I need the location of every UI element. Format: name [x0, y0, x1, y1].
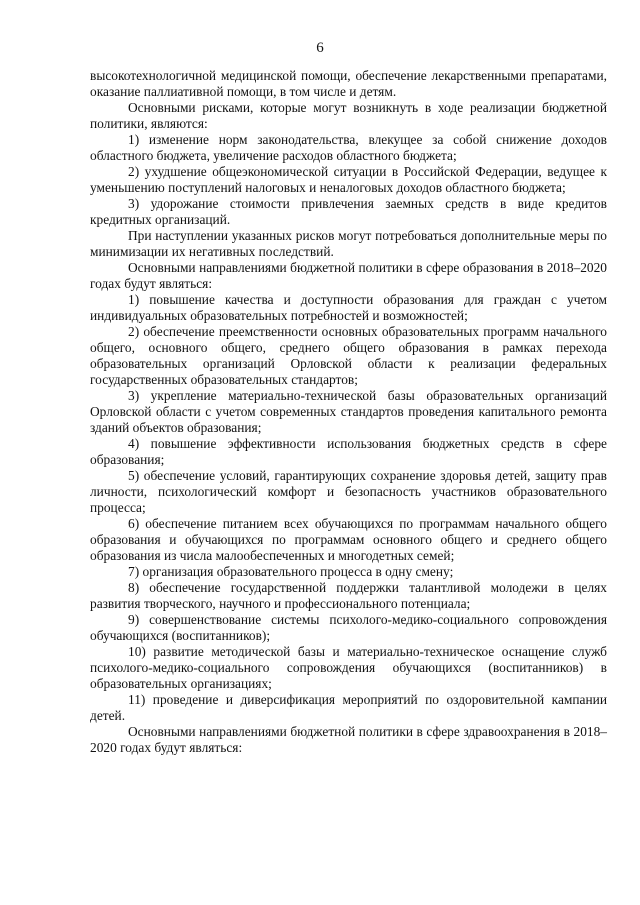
body-text: [90, 68, 607, 756]
education-item-5: 5) обеспечение условий, гарантирующих сохранение здоровья детей, защиту прав личности, психологический комфорт и безопасность участников образовательного процесса;: [90, 468, 607, 515]
education-item-11: 11) проведение и диверсификация мероприятий по оздоровительной кампании детей.: [90, 692, 607, 723]
page-number: 6: [316, 40, 324, 56]
education-item-3: 3) укрепление материально-технической базы образовательных организаций Орловской области с учетом современных стандартов проведения капитального ремонта зданий объектов образования;: [90, 388, 607, 435]
education-item-1: 1) повышение качества и доступности образования для граждан с учетом индивидуальных образовательных потребностей и возможностей;: [90, 292, 607, 323]
education-item-4: 4) повышение эффективности использования бюджетных средств в сфере образования;: [90, 436, 607, 467]
paragraph-risk-measures: При наступлении указанных рисков могут потребоваться дополнительные меры по минимизации их негативных последствий.: [90, 228, 607, 259]
education-item-9: 9) совершенствование системы психолого-медико-социального сопровождения обучающихся (воспитанников);: [90, 612, 607, 643]
paragraph-healthcare-intro: Основными направлениями бюджетной политики в сфере здравоохранения в 2018–2020 годах будут являться:: [90, 724, 607, 755]
risk-item-3: 3) удорожание стоимости привлечения заемных средств в виде кредитов кредитных организаций.: [90, 196, 607, 227]
education-item-2: 2) обеспечение преемственности основных образовательных программ начального общего, основного общего, среднего общего образования в рамках перехода образовательных организаций Орловской области к реализации федеральных государственных образовательных стандартов;: [90, 324, 607, 387]
paragraph-risks-intro: Основными рисками, которые могут возникнуть в ходе реализации бюджетной политики, являются:: [90, 100, 607, 131]
risk-item-2: 2) ухудшение общеэкономической ситуации в Российской Федерации, ведущее к уменьшению поступлений налоговых и неналоговых доходов областного бюджета;: [90, 164, 607, 195]
risk-item-1: 1) изменение норм законодательства, влекущее за собой снижение доходов областного бюджета, увеличение расходов областного бюджета;: [90, 132, 607, 163]
education-item-7: 7) организация образовательного процесса в одну смену;: [128, 564, 454, 579]
paragraph-continuation: высокотехнологичной медицинской помощи, обеспечение лекарственными препаратами, оказание паллиативной помощи, в том числе и детям.: [90, 68, 607, 99]
education-item-10: 10) развитие методической базы и материально-техническое оснащение служб психолого-медико-социального сопровождения обучающихся (воспитанников) в образовательных организациях;: [90, 644, 607, 691]
education-item-8: 8) обеспечение государственной поддержки талантливой молодежи в целях развития творческого, научного и профессионального потенциала;: [90, 580, 607, 611]
education-item-6: 6) обеспечение питанием всех обучающихся по программам начального общего образования и обучающихся по программам основного общего и среднего общего образования из числа малообеспеченных и многодетных семей;: [90, 516, 607, 563]
paragraph-education-intro: Основными направлениями бюджетной политики в сфере образования в 2018–2020 годах будут являться:: [90, 260, 607, 291]
